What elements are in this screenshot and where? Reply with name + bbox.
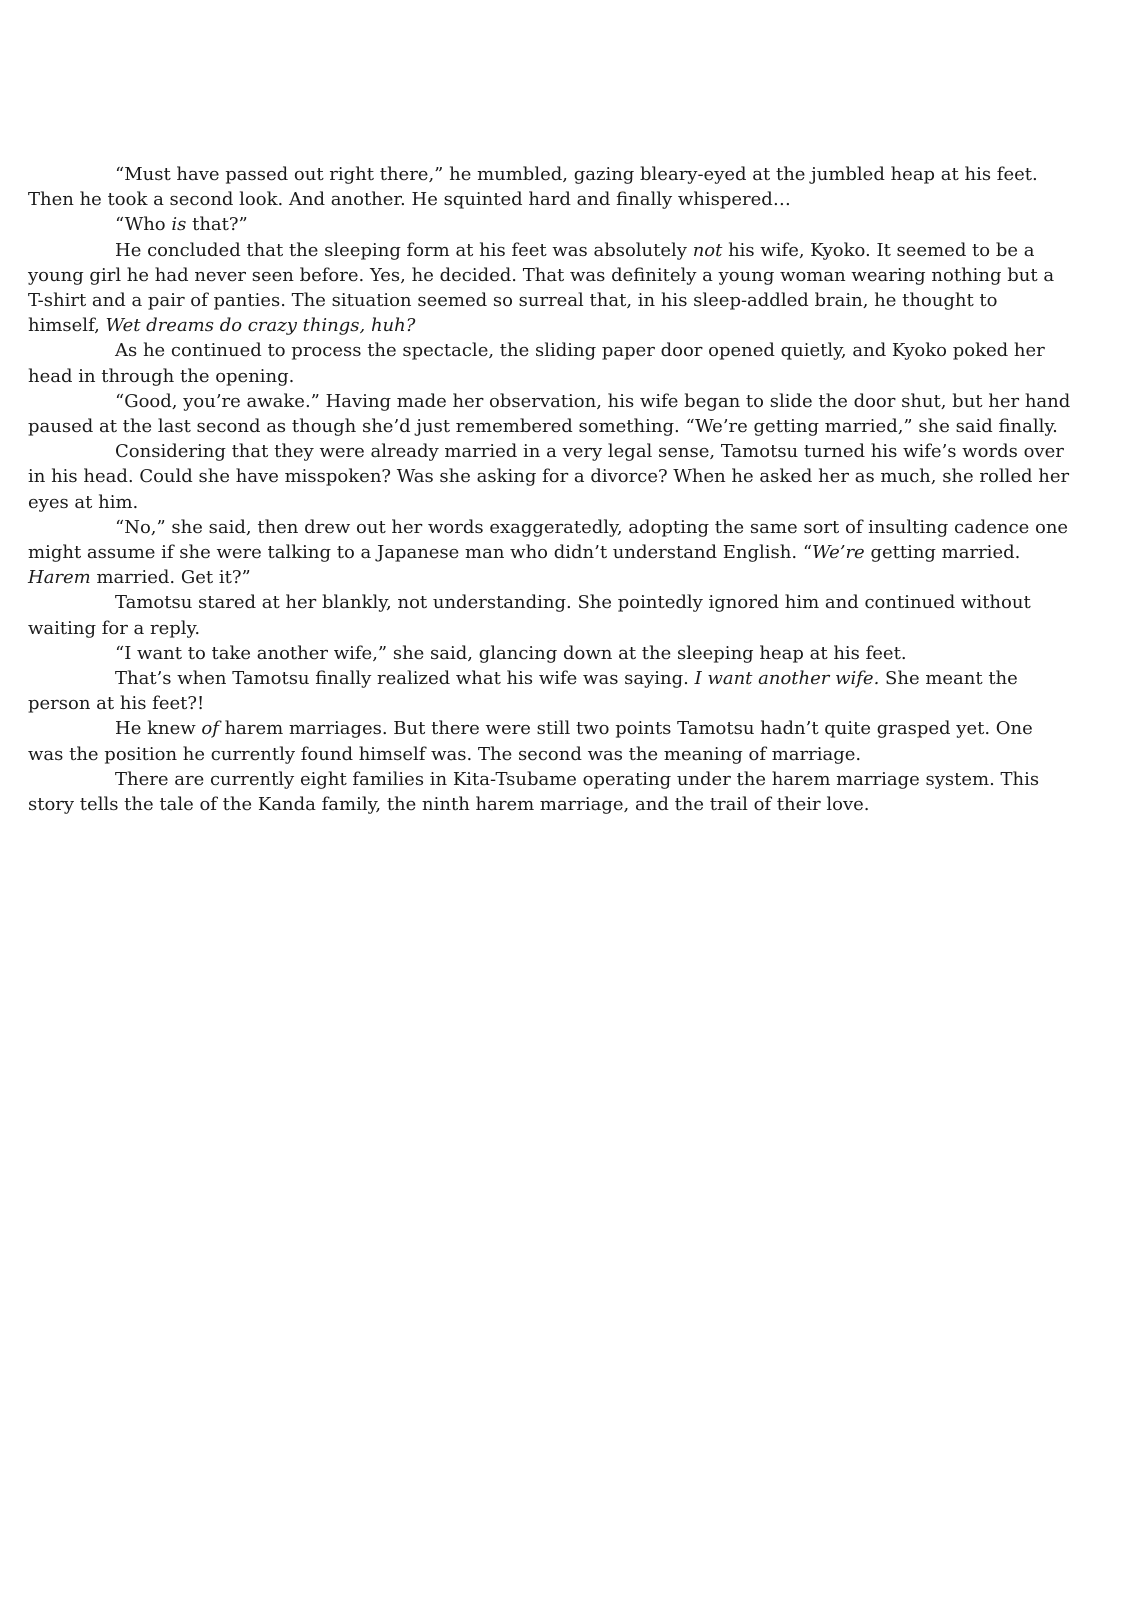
paragraph: He concluded that the sleeping form at his feet was absolutely not his wife, Kyoko. It seemed to be a young girl he had never seen before. Yes, he decided. That was definitely a young woman wearing nothing but a T-shirt and a pair of panties. The situation seemed so surreal that, in his sleep-addled brain, he thought to himself, Wet dreams do crazy things, huh? xyxy=(28,239,1055,337)
paragraph: “Who is that?” xyxy=(115,214,248,236)
paragraph: Tamotsu stared at her blankly, not understanding. She pointedly ignored him and continued without waiting for a reply. xyxy=(28,592,1031,639)
paragraph: “Good, you’re awake.” Having made her observation, his wife began to slide the door shut, but her hand paused at the last second as though she’d just remembered something. “We’re getting married,” she said finally. xyxy=(28,390,1071,438)
paragraph: That’s when Tamotsu finally realized what his wife was saying. I want another wife. She meant the person at his feet?! xyxy=(28,668,1018,715)
paragraph: Considering that they were already married in a very legal sense, Tamotsu turned his wife’s words over in his head. Could she have misspoken? Was she asking for a divorce? When he asked her as much, she rolled her eyes at him. xyxy=(28,441,1070,513)
paragraph: “No,” she said, then drew out her words exaggeratedly, adopting the same sort of insulting cadence one might assume if she were talking to a Japanese man who didn’t understand English. “We’re getting married. Harem married. Get it?” xyxy=(28,516,1069,589)
paragraph: As he continued to process the spectacle, the sliding paper door opened quietly, and Kyoko poked her head in through the opening. xyxy=(28,340,1045,387)
italic-emphasis: of xyxy=(201,718,219,740)
italic-emphasis: I want another wife. xyxy=(694,668,880,690)
italic-emphasis: is xyxy=(171,214,187,236)
paragraph: “I want to take another wife,” she said, glancing down at the sleeping heap at his feet. xyxy=(115,642,907,664)
italic-emphasis: Harem xyxy=(28,567,91,589)
italic-emphasis: We’re xyxy=(812,542,865,564)
paragraph: He knew of harem marriages. But there were still two points Tamotsu hadn’t quite grasped yet. One was the position he currently found himself was. The second was the meaning of marriage. xyxy=(28,718,1033,765)
document-body xyxy=(28,162,1072,817)
paragraph: “Must have passed out right there,” he mumbled, gazing bleary-eyed at the jumbled heap at his feet. Then he took a second look. And another. He squinted hard and finally whispered… xyxy=(28,164,1038,211)
paragraph: There are currently eight families in Kita-Tsubame operating under the harem marriage system. This story tells the tale of the Kanda family, the ninth harem marriage, and the trail of their love. xyxy=(28,768,1040,816)
italic-emphasis: Wet dreams do crazy things, huh? xyxy=(105,315,416,337)
italic-emphasis: not xyxy=(692,239,723,261)
